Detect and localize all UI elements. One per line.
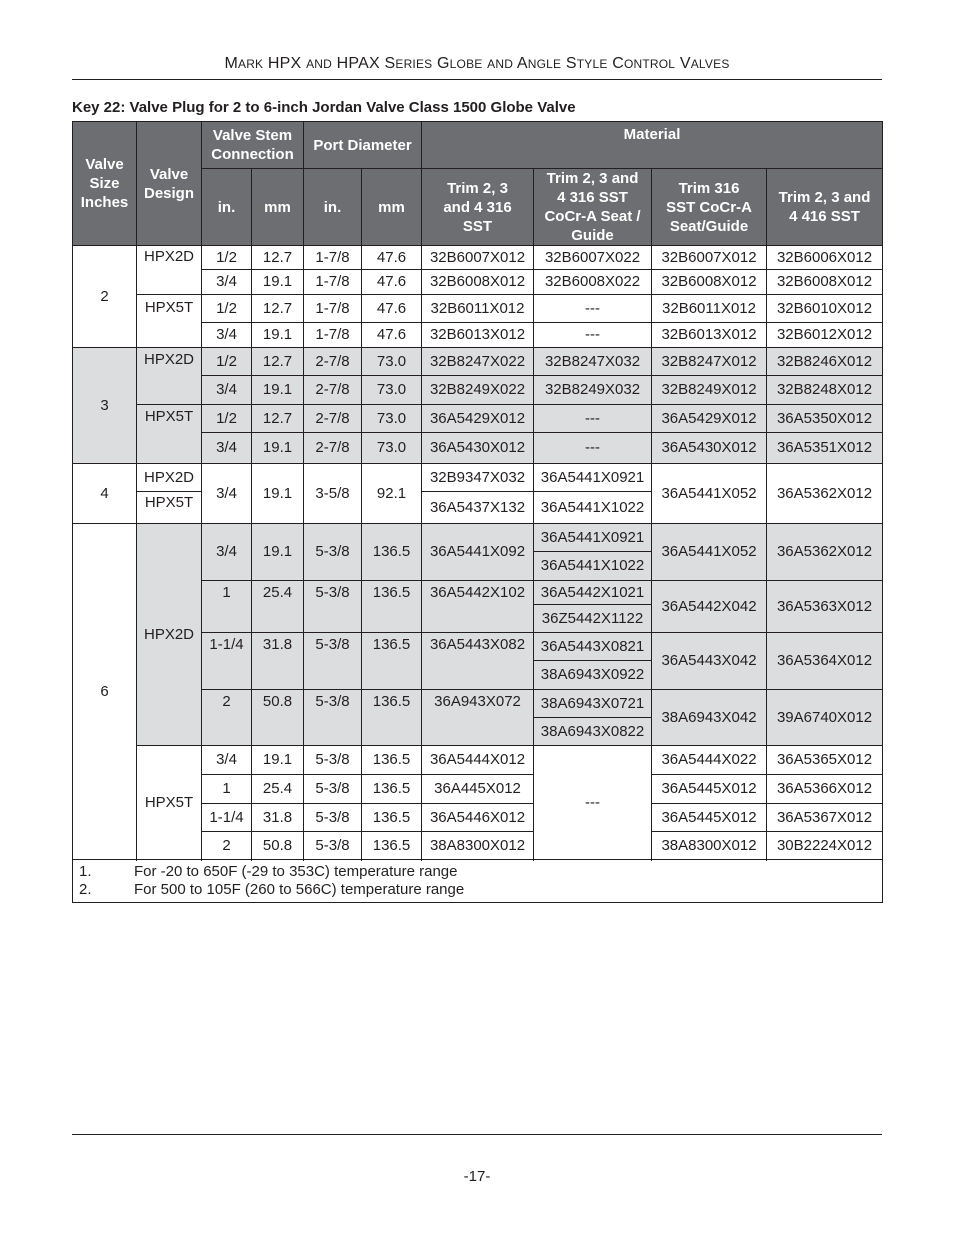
port-in-cell: 2-7/8	[304, 433, 362, 464]
part-cell: ---	[534, 433, 652, 464]
table-row	[73, 464, 883, 492]
stem-in-cell: 3/4	[202, 746, 252, 775]
part-cell: 36A5429X012	[652, 405, 767, 433]
part-cell: 36A5363X012	[767, 581, 883, 633]
size-cell: 4	[73, 464, 137, 524]
stem-mm-cell: 25.4	[252, 581, 304, 633]
table-row	[73, 348, 883, 376]
port-mm-cell: 136.5	[362, 775, 422, 804]
port-in-cell: 5-3/8	[304, 746, 362, 775]
part-cell: 32B6008X012	[767, 270, 883, 295]
part-cell: 32B6006X012	[767, 246, 883, 270]
port-mm-cell: 136.5	[362, 746, 422, 775]
stem-mm-cell: 12.7	[252, 348, 304, 376]
design-cell: HPX5T	[137, 492, 202, 524]
part-cell: 36A5442X102	[422, 581, 534, 633]
part-cell: 36A5442X1021	[534, 581, 652, 605]
col-valve-design: Valve Design	[137, 122, 202, 246]
col-material: Material	[422, 122, 883, 169]
part-cell: 32B8249X032	[534, 376, 652, 405]
design-cell: HPX5T	[137, 295, 202, 348]
stem-in-cell: 2	[202, 832, 252, 860]
note-number: 1.	[79, 863, 92, 880]
header-text: AND	[306, 57, 332, 71]
port-in-cell: 5-3/8	[304, 775, 362, 804]
header-text: NGLE	[527, 57, 562, 71]
header-text: ALVES	[690, 57, 730, 71]
port-mm-cell: 136.5	[362, 633, 422, 690]
port-mm-cell: 73.0	[362, 405, 422, 433]
port-mm-cell: 136.5	[362, 832, 422, 860]
stem-in-cell: 1	[202, 775, 252, 804]
design-cell: HPX2D	[137, 464, 202, 492]
stem-in-cell: 1-1/4	[202, 633, 252, 690]
col-trim-d: Trim 2, 3 and 4 416 SST	[767, 169, 883, 246]
part-cell: ---	[534, 746, 652, 860]
port-mm-cell: 47.6	[362, 246, 422, 270]
col-trim-c: Trim 316 SST CoCr-A Seat/Guide	[652, 169, 767, 246]
port-in-cell: 5-3/8	[304, 581, 362, 633]
port-mm-cell: 73.0	[362, 376, 422, 405]
col-stem-in: in.	[202, 169, 252, 246]
header-text: AND	[487, 57, 514, 71]
note-1	[79, 863, 876, 881]
col-stem-mm: mm	[252, 169, 304, 246]
stem-mm-cell: 19.1	[252, 270, 304, 295]
header-text: C	[607, 55, 624, 72]
stem-in-cell: 1/2	[202, 405, 252, 433]
part-cell: 32B6011X012	[422, 295, 534, 323]
stem-in-cell: 3/4	[202, 464, 252, 524]
port-in-cell: 5-3/8	[304, 524, 362, 581]
stem-mm-cell: 12.7	[252, 405, 304, 433]
table-row	[73, 524, 883, 552]
part-cell: 32B6013X012	[422, 323, 534, 348]
stem-mm-cell: 19.1	[252, 433, 304, 464]
header-text: LOBE	[449, 57, 483, 71]
part-cell: 32B6007X012	[422, 246, 534, 270]
header-row	[73, 122, 883, 169]
part-cell: 32B6008X012	[652, 270, 767, 295]
stem-in-cell: 1/2	[202, 246, 252, 270]
port-in-cell: 1-7/8	[304, 323, 362, 348]
part-cell: 36A5351X012	[767, 433, 883, 464]
part-cell: ---	[534, 405, 652, 433]
part-cell: 39A6740X012	[767, 690, 883, 746]
table-row	[73, 405, 883, 433]
part-cell: 36A5366X012	[767, 775, 883, 804]
header-text: ERIES	[395, 57, 433, 71]
part-cell: 36A5367X012	[767, 804, 883, 832]
header-text: ONTROL	[623, 57, 676, 71]
stem-in-cell: 3/4	[202, 270, 252, 295]
part-cell: 32B8249X022	[422, 376, 534, 405]
port-mm-cell: 136.5	[362, 581, 422, 633]
stem-mm-cell: 19.1	[252, 323, 304, 348]
stem-in-cell: 3/4	[202, 376, 252, 405]
size-cell: 6	[73, 524, 137, 860]
stem-in-cell: 1/2	[202, 295, 252, 323]
part-cell: 36A5442X042	[652, 581, 767, 633]
part-cell: 38A6943X0822	[534, 718, 652, 746]
port-in-cell: 2-7/8	[304, 348, 362, 376]
stem-mm-cell: 25.4	[252, 775, 304, 804]
stem-mm-cell: 50.8	[252, 832, 304, 860]
part-cell: 36A5430X012	[652, 433, 767, 464]
port-mm-cell: 47.6	[362, 323, 422, 348]
col-stem-connection: Valve Stem Connection	[202, 122, 304, 169]
stem-in-cell: 1	[202, 581, 252, 633]
header-text: HPAX S	[332, 55, 396, 72]
part-cell: 36A5430X012	[422, 433, 534, 464]
part-cell: 36A5350X012	[767, 405, 883, 433]
part-cell: 36Z5442X1122	[534, 605, 652, 633]
part-cell: 32B9347X032	[422, 464, 534, 492]
stem-mm-cell: 31.8	[252, 804, 304, 832]
header-text: M	[224, 55, 238, 72]
port-mm-cell: 47.6	[362, 270, 422, 295]
part-cell: 36A5441X1022	[534, 492, 652, 524]
stem-in-cell: 3/4	[202, 323, 252, 348]
design-cell: HPX2D	[137, 348, 202, 405]
port-in-cell: 2-7/8	[304, 376, 362, 405]
part-cell: 36A5441X1022	[534, 552, 652, 581]
port-in-cell: 1-7/8	[304, 246, 362, 270]
page-header	[72, 55, 882, 73]
stem-mm-cell: 31.8	[252, 633, 304, 690]
part-cell: 32B6010X012	[767, 295, 883, 323]
col-trim-a: Trim 2, 3 and 4 316 SST	[422, 169, 534, 246]
part-cell: 32B8247X032	[534, 348, 652, 376]
port-mm-cell: 136.5	[362, 690, 422, 746]
note-text: For -20 to 650F (-29 to 353C) temperature range	[134, 863, 458, 880]
part-cell: 38A8300X012	[422, 832, 534, 860]
part-cell: 38A6943X042	[652, 690, 767, 746]
part-cell: 36A5441X0921	[534, 524, 652, 552]
part-cell: ---	[534, 295, 652, 323]
stem-in-cell: 3/4	[202, 524, 252, 581]
port-mm-cell: 73.0	[362, 433, 422, 464]
design-cell: HPX2D	[137, 246, 202, 295]
valve-plug-table	[72, 121, 883, 903]
part-cell: 36A5362X012	[767, 464, 883, 524]
notes-row	[73, 860, 883, 903]
part-cell: 36A5445X012	[652, 804, 767, 832]
header-text: S	[561, 55, 577, 72]
stem-mm-cell: 19.1	[252, 464, 304, 524]
part-cell: 32B6008X012	[422, 270, 534, 295]
part-cell: 36A5446X012	[422, 804, 534, 832]
stem-in-cell: 2	[202, 690, 252, 746]
part-cell: 36A5443X082	[422, 633, 534, 690]
port-in-cell: 5-3/8	[304, 832, 362, 860]
stem-mm-cell: 19.1	[252, 524, 304, 581]
part-cell: 36A5441X052	[652, 464, 767, 524]
footer-rule	[72, 1134, 882, 1135]
part-cell: 32B6013X012	[652, 323, 767, 348]
part-cell: 36A5443X0821	[534, 633, 652, 661]
port-in-cell: 3-5/8	[304, 464, 362, 524]
part-cell: 32B8248X012	[767, 376, 883, 405]
stem-mm-cell: 12.7	[252, 246, 304, 270]
part-cell: 32B8247X012	[652, 348, 767, 376]
port-in-cell: 5-3/8	[304, 804, 362, 832]
stem-in-cell: 3/4	[202, 433, 252, 464]
part-cell: 36A943X072	[422, 690, 534, 746]
port-mm-cell: 73.0	[362, 348, 422, 376]
port-in-cell: 5-3/8	[304, 690, 362, 746]
part-cell: 38A6943X0721	[534, 690, 652, 718]
table-row	[73, 246, 883, 270]
col-trim-b: Trim 2, 3 and 4 316 SST CoCr-A Seat / Guide	[534, 169, 652, 246]
part-cell: 36A5441X0921	[534, 464, 652, 492]
note-number: 2.	[79, 881, 92, 898]
part-cell: 32B6011X012	[652, 295, 767, 323]
part-cell: 32B8246X012	[767, 348, 883, 376]
header-rule	[72, 79, 882, 80]
header-text: G	[432, 55, 450, 72]
port-mm-cell: 92.1	[362, 464, 422, 524]
table-row	[73, 295, 883, 323]
header-text: ARK	[237, 57, 264, 71]
part-cell: 30B2224X012	[767, 832, 883, 860]
part-cell: 32B8249X012	[652, 376, 767, 405]
part-cell: 32B6007X022	[534, 246, 652, 270]
part-cell: 32B8247X022	[422, 348, 534, 376]
part-cell: ---	[534, 323, 652, 348]
col-port-mm: mm	[362, 169, 422, 246]
part-cell: 36A5443X042	[652, 633, 767, 690]
part-cell: 38A6943X0922	[534, 661, 652, 690]
header-text: A	[513, 55, 528, 72]
note-2	[79, 881, 876, 899]
part-cell: 36A5444X022	[652, 746, 767, 775]
port-in-cell: 5-3/8	[304, 633, 362, 690]
size-cell: 2	[73, 246, 137, 348]
part-cell: 36A5441X052	[652, 524, 767, 581]
stem-mm-cell: 19.1	[252, 376, 304, 405]
part-cell: 36A5364X012	[767, 633, 883, 690]
table-notes	[73, 860, 883, 903]
stem-mm-cell: 50.8	[252, 690, 304, 746]
design-cell: HPX5T	[137, 746, 202, 860]
part-cell: 32B6007X012	[652, 246, 767, 270]
part-cell: 36A5441X092	[422, 524, 534, 581]
part-cell: 32B6012X012	[767, 323, 883, 348]
stem-mm-cell: 12.7	[252, 295, 304, 323]
port-mm-cell: 136.5	[362, 524, 422, 581]
part-cell: 36A5445X012	[652, 775, 767, 804]
header-text: HPX	[263, 55, 307, 72]
stem-in-cell: 1-1/4	[202, 804, 252, 832]
port-in-cell: 1-7/8	[304, 270, 362, 295]
part-cell: 36A5429X012	[422, 405, 534, 433]
header-text: TYLE	[576, 57, 608, 71]
col-port-in: in.	[304, 169, 362, 246]
page-number: -17-	[463, 1168, 491, 1185]
part-cell: 36A445X012	[422, 775, 534, 804]
note-text: For 500 to 105F (260 to 566C) temperature range	[134, 881, 465, 898]
table-title: Key 22: Valve Plug for 2 to 6-inch Jordan Valve Class 1500 Globe Valve	[72, 99, 576, 116]
part-cell: 32B6008X022	[534, 270, 652, 295]
size-cell: 3	[73, 348, 137, 464]
design-cell: HPX2D	[137, 524, 202, 746]
port-mm-cell: 136.5	[362, 804, 422, 832]
stem-in-cell: 1/2	[202, 348, 252, 376]
port-in-cell: 2-7/8	[304, 405, 362, 433]
port-mm-cell: 47.6	[362, 295, 422, 323]
port-in-cell: 1-7/8	[304, 295, 362, 323]
part-cell: 36A5365X012	[767, 746, 883, 775]
part-cell: 36A5444X012	[422, 746, 534, 775]
part-cell: 36A5437X132	[422, 492, 534, 524]
col-valve-size: Valve Size Inches	[73, 122, 137, 246]
col-port-diameter: Port Diameter	[304, 122, 422, 169]
part-cell: 36A5362X012	[767, 524, 883, 581]
table-row	[73, 746, 883, 775]
header-text: V	[675, 55, 691, 72]
design-cell: HPX5T	[137, 405, 202, 464]
part-cell: 38A8300X012	[652, 832, 767, 860]
stem-mm-cell: 19.1	[252, 746, 304, 775]
